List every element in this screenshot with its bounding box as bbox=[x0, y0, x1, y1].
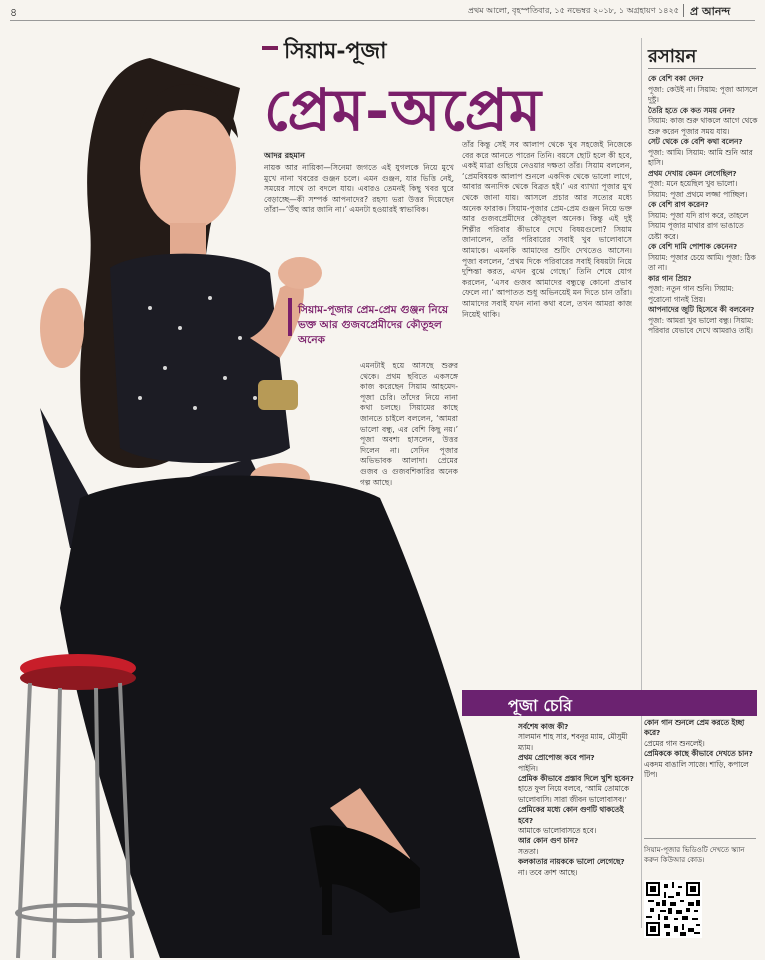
qa-item bbox=[518, 753, 636, 774]
qa-item bbox=[644, 718, 756, 749]
sidebar-rule bbox=[648, 68, 756, 69]
question: প্রথম প্রোপোজ কবে পান? bbox=[518, 753, 595, 763]
answer: প্রেমের গান শুনলেই। bbox=[644, 738, 705, 748]
pull-quote-bar bbox=[288, 298, 292, 336]
answer: পাইনি। bbox=[518, 763, 538, 773]
qa-item bbox=[644, 749, 756, 780]
answer: সিয়াম: কাজ শুরু থাকলে আগে থেকে শুরু করেন পূজার সময় যায়। bbox=[648, 116, 758, 136]
qa-item bbox=[648, 305, 758, 337]
article-column-1-bottom: এমনটাই হয়ে আসছে শুরুর থেকে। প্রথম ছবিতে একসঙ্গে কাজ করেছেন সিয়াম আহমেদ-পূজা চেরি। তাঁদের নিয়ে নানা কথা চলছে। সিয়ামের কাছে জানতে চাইলে বললেন, ‘আমরা ভালো বন্ধু, এর বেশি কিছু নয়।’ পূজা অবশ্য হাসলেন, উত্তর দিলেন না। সেদিন পূজার অভিভাবক আলাদা। প্রেমের গুজব ও গুজবশিকারির অনেক গল্প আছে। bbox=[360, 361, 458, 487]
answer: সিয়াম: পূজা যদি রাগ করে, তাহলে সিয়াম পূজার মাথার রাগ ভাঙাতে চেষ্টা করে। bbox=[648, 210, 749, 241]
interview-column-1 bbox=[518, 722, 636, 952]
answer: সিয়াম: পূজার চেয়ে আমি। পূজা: ঠিক তা না। bbox=[648, 252, 756, 272]
qa-item bbox=[648, 242, 758, 274]
qa-item bbox=[648, 169, 758, 201]
article-kicker: সিয়াম-পূজা bbox=[284, 38, 387, 64]
qa-item bbox=[648, 137, 758, 169]
question: সেট থেকে কে বেশি কথা বলেন? bbox=[648, 137, 743, 146]
question: কোন গান শুনলে প্রেম করতে ইচ্ছা করে? bbox=[644, 718, 745, 738]
question: কে বেশি রাগ করেন? bbox=[648, 200, 709, 209]
sidebar-qa bbox=[648, 74, 758, 674]
sidebar-title: রসায়ন bbox=[648, 46, 697, 67]
byline: আদর রহমান bbox=[264, 151, 305, 160]
date-line: প্রথম আলো, বৃহস্পতিবার, ১৫ নভেম্বর ২০১৮, ১ অগ্রহায়ণ ১৪২৫ bbox=[468, 6, 679, 15]
question: কে বেশি দামি পোশাক কেনেন? bbox=[648, 242, 738, 251]
answer: পূজা: নতুন গান শুনি। সিয়াম: পুরোনো গানই প্রিয়। bbox=[648, 284, 734, 304]
pull-quote: সিয়াম-পূজার প্রেম-প্রেম গুঞ্জন নিয়ে ভক্ত আর গুজবপ্রেমীদের কৌতূহল অনেক bbox=[298, 304, 449, 346]
caption-rule bbox=[644, 838, 756, 839]
qr-caption: সিয়াম-পূজার ভিডিওটি দেখতে স্ক্যান করুন কিউআর কোড। bbox=[644, 846, 745, 864]
qr-code-icon[interactable] bbox=[644, 880, 702, 938]
question: প্রেমিক কীভাবে প্রস্তাব দিলে খুশি হবেন? bbox=[518, 774, 634, 784]
question: প্রেমিকের মধ্যে কোন গুণটি থাকতেই হবে? bbox=[518, 805, 624, 825]
question: কে বেশি বকা দেন? bbox=[648, 74, 704, 83]
qa-item bbox=[518, 805, 636, 836]
header-rule bbox=[10, 20, 755, 21]
question: সর্বশেষ কাজ কী? bbox=[518, 722, 569, 731]
answer: সততা। bbox=[518, 846, 539, 856]
kicker-rule bbox=[262, 46, 278, 50]
page-number: ৪ bbox=[10, 6, 18, 19]
question: প্রথম দেখায় কেমন লেগেছিল? bbox=[648, 168, 737, 178]
question: প্রেমিককে কাছে কীভাবে দেখতে চান? bbox=[644, 749, 753, 759]
answer: পূজা: আমরা খুব ভালো বন্ধু। সিয়াম: পরিবার যেভাবে দেখে আমরাও তাই। bbox=[648, 315, 754, 335]
question: তৈরি হতে কে কত সময় নেন? bbox=[648, 105, 736, 115]
qa-item bbox=[648, 274, 758, 306]
question: আর কোন গুণ চান? bbox=[518, 836, 579, 846]
answer: না। তবে ক্রাশ আছে। bbox=[518, 867, 578, 877]
answer: হাতে ফুল নিয়ে বলবে, ‘আমি তোমাকে ভালোবাসি। সারা জীবন ভালোবাসব।’ bbox=[518, 784, 629, 804]
qa-item bbox=[648, 74, 758, 106]
qa-item bbox=[648, 106, 758, 138]
question: কলকাতার নায়ককে ভালো লেগেছে? bbox=[518, 857, 625, 867]
interview-band bbox=[462, 690, 757, 716]
answer: সালমান শাহ সার, শবনূর ম্যাম, মৌসুমী ম্যাম। bbox=[518, 732, 628, 752]
answer: পূজা: আমি। সিয়াম: আমি শুনি আর হাসি। bbox=[648, 147, 753, 167]
section-name: প্র আনন্দ bbox=[690, 5, 731, 18]
interview-column-2 bbox=[644, 718, 756, 828]
qa-item bbox=[518, 857, 636, 878]
question: কার গান প্রিয়? bbox=[648, 273, 692, 283]
answer: পূজা: কেউই না। সিয়াম: পূজা আসলে দুষ্টু। bbox=[648, 84, 758, 104]
answer: আমাকে ভালোবাসতে হবে। bbox=[518, 826, 597, 836]
interview-title: পূজা চেরি bbox=[508, 696, 572, 715]
answer: পূজা: মনে হয়েছিল খুব ভালো। সিয়াম: পূজা প্রথমে লজ্জা পাচ্ছিল। bbox=[648, 179, 748, 199]
article-title: প্রেম-অপ্রেম bbox=[264, 76, 543, 144]
article-column-1-top: নায়ক আর নায়িকা—সিনেমা জগতে এই যুগলকে নিয়ে মুখে মুখে নানা খবরের গুঞ্জন চলে। এমন গুঞ্জন, যার ভিত্তি নেই, সময়ের সাথে তা বদলে যায়। এবারও তেমনই কিছু খবর ঘুরে বেড়াচ্ছে—কী সম্পর্ক আপনাদের? রহস্য ভরা উত্তর দিয়েছেন তাঁরা—‘উঁহু আর জানি না।’ এমনটা হওয়ারই স্বাভাবিক। bbox=[264, 163, 454, 215]
article-column-2: তাঁর কিন্তু সেই সব আলাপ থেকে খুব সহজেই নিজেকে বের করে আনতে পারেন তিনি। বয়সে ছোট হলে কী হবে, একই মাত্রা গুছিয়ে নেওয়ার দক্ষতা তাঁর। সিয়াম বললেন, ‘প্রেমবিষয়ক আলাপ শুনলে একদিক থেকে ভালো লাগে, আবার অন্যদিক থেকে বিব্রত হই।’ এর ব্যাখ্যা পূজার মুখ থেকে জানা যায়। আসলে প্রচার আর সত্যের মধ্যে অনেক ফারাক। সিয়াম-পূজার প্রেম-প্রেম গুঞ্জন নিয়ে ভক্ত আর গুজবপ্রেমীদের কৌতূহল অনেক। কিন্তু এই দুই শিল্পীর পরিবার কীভাবে দেখে বিষয়গুলো? সিয়াম জানালেন, তাঁর পরিবারের সবাই খুব ভালোবাসে আমাকে। এমনকি আমাদের শুটিং দেখতেও আসেন। পূজা বললেন, ‘প্রথম দিকে পরিবারের সবাই বিষয়টা নিয়ে দুশ্চিন্তা করত, এখন বুঝে গেছে।’ তিনি শেষে যোগ করলেন, ‘এসব গুজব আমাদের বন্ধুত্বে কোনো প্রভাব ফেলে না।’ আপাতত শুধু অভিনয়েই মন দিতে চান তাঁরা। আমাদের সবাই যখন নানা কথা বলে, তখন আমরা কাজ নিয়েই থাকি। bbox=[462, 140, 632, 319]
qa-item bbox=[648, 200, 758, 242]
qa-item bbox=[518, 836, 636, 857]
header-divider bbox=[683, 4, 684, 17]
question: আপনাদের জুটি হিসেবে কী বলবেন? bbox=[648, 305, 755, 314]
qa-item bbox=[518, 722, 636, 753]
answer: একদম বাঙালি সাজে। শাড়ি, কপালে টিপ। bbox=[644, 759, 749, 780]
qa-item bbox=[518, 774, 636, 805]
